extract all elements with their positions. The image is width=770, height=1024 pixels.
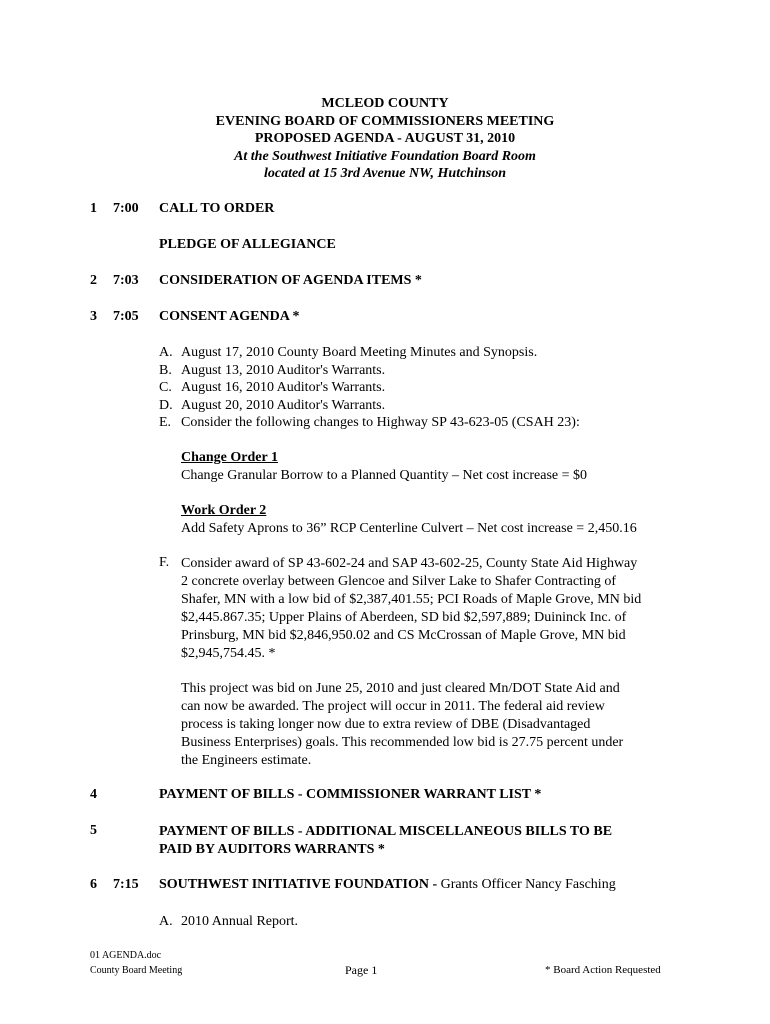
- footer-right: * Board Action Requested: [545, 964, 661, 976]
- item-time: 7:15: [113, 877, 139, 892]
- list-item: E. Consider the following changes to Highway SP 43-623-05 (CSAH 23):: [159, 415, 580, 431]
- item-title: CALL TO ORDER: [159, 201, 275, 216]
- item-title: PAYMENT OF BILLS - COMMISSIONER WARRANT LIST *: [159, 787, 542, 802]
- consent-list: [159, 344, 699, 432]
- change-order-text: Change Granular Borrow to a Planned Quantity – Net cost increase = $0: [181, 468, 588, 483]
- project-note: This project was bid on June 25, 2010 and just cleared Mn/DOT State Aid and can now be awarded. The project will occur in 2011. The federal aid review process is taking longer now due to extra review of DBE (Disadvantaged Business Enterprises) goals. This recommended low bid is 27.75 percent under the Engineers estimate.: [181, 681, 624, 768]
- list-item: B. August 13, 2010 Auditor's Warrants.: [159, 362, 386, 378]
- item-number: 2: [90, 273, 97, 288]
- item-title: CONSENT AGENDA *: [159, 309, 300, 324]
- item-number: 6: [90, 877, 97, 892]
- list-item: A. 2010 Annual Report.: [159, 914, 299, 929]
- list-letter: F.: [159, 555, 170, 570]
- footer-filename: 01 AGENDA.doc: [90, 950, 162, 961]
- pledge-title: PLEDGE OF ALLEGIANCE: [159, 237, 336, 252]
- item-time: 7:05: [113, 309, 139, 324]
- list-item: D. August 20, 2010 Auditor's Warrants.: [159, 397, 386, 413]
- agenda-header: [0, 95, 770, 183]
- item-number: 5: [90, 823, 97, 838]
- swif-list: [159, 913, 699, 931]
- footer-page-number: Page 1: [345, 963, 378, 977]
- list-item: A. August 17, 2010 County Board Meeting Minutes and Synopsis.: [159, 345, 538, 360]
- item-title: SOUTHWEST INITIATIVE FOUNDATION - Grants Officer Nancy Fasching: [159, 877, 616, 892]
- item-title: PAYMENT OF BILLS - ADDITIONAL MISCELLANEOUS BILLS TO BE PAID BY AUDITORS WARRANTS *: [159, 824, 613, 857]
- county-name: MCLEOD COUNTY: [321, 96, 449, 111]
- change-order-title: Change Order 1: [181, 450, 278, 465]
- item-time: 7:00: [113, 201, 139, 216]
- consent-f-text: Consider award of SP 43-602-24 and SAP 43-602-25, County State Aid Highway 2 concrete overlay between Glencoe and Silver Lake to Shafer Contracting of Shafer, MN with a low bid of $2,387,401.55; PCI Roads of Maple Grove, MN bid $2,445.867.35; Upper Plains of Aberdeen, SD bid $2,597,889; Duininck Inc. of Prinsburg, MN bid $2,846,950.02 and CS McCrossan of Maple Grove, MN bid $2,945,754.45. *: [181, 556, 642, 661]
- list-item: C. August 16, 2010 Auditor's Warrants.: [159, 380, 386, 396]
- footer-left: County Board Meeting: [90, 965, 183, 976]
- item-number: 3: [90, 309, 97, 324]
- item-number: 4: [90, 787, 97, 802]
- change-order-block: [181, 449, 701, 485]
- meeting-address: located at 15 3rd Avenue NW, Hutchinson: [263, 166, 507, 181]
- agenda-date: PROPOSED AGENDA - AUGUST 31, 2010: [254, 131, 516, 146]
- item-number: 1: [90, 201, 97, 216]
- work-order-title: Work Order 2: [181, 503, 267, 518]
- work-order-text: Add Safety Aprons to 36” RCP Centerline Culvert – Net cost increase = 2,450.16: [181, 521, 637, 536]
- meeting-location: At the Southwest Initiative Foundation Board Room: [234, 148, 536, 164]
- item-title: CONSIDERATION OF AGENDA ITEMS *: [159, 273, 422, 288]
- meeting-title: EVENING BOARD OF COMMISSIONERS MEETING: [215, 113, 555, 129]
- item-time: 7:03: [113, 273, 139, 288]
- work-order-block: [181, 502, 701, 538]
